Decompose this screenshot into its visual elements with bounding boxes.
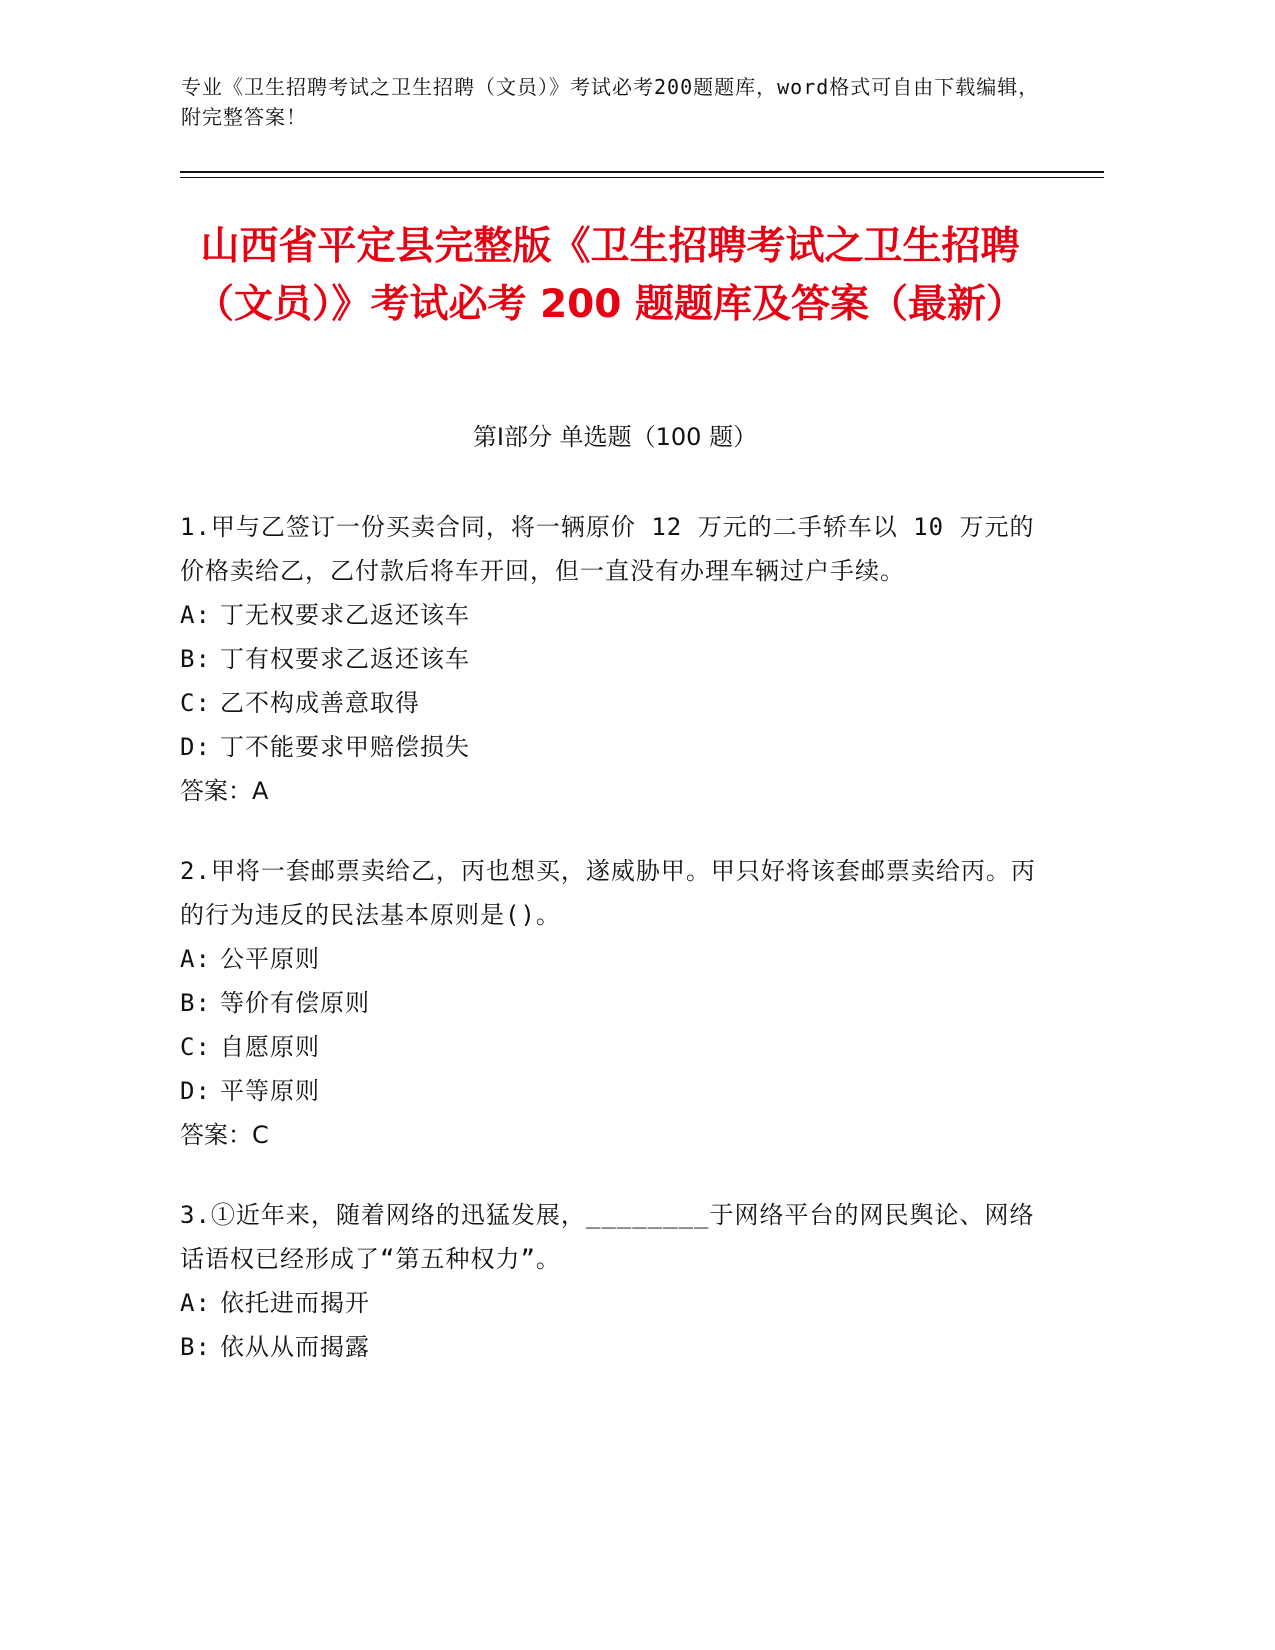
- option-text: 丁有权要求乙返还该车: [220, 645, 470, 673]
- question-text: 2.甲将一套邮票卖给乙，丙也想买，遂威胁甲。甲只好将该套邮票卖给丙。丙的行为违反的民法基本原则是()。: [180, 857, 1036, 929]
- option-letter: B:: [180, 989, 211, 1017]
- option-text: 依托进而揭开: [220, 1289, 370, 1317]
- option-letter: D:: [180, 1077, 211, 1105]
- option-row: [180, 637, 1040, 681]
- option-text: 乙不构成善意取得: [220, 689, 420, 717]
- option-row: [180, 1281, 1040, 1325]
- question-item: [180, 1193, 1040, 1369]
- option-letter: A:: [180, 601, 211, 629]
- option-text: 丁不能要求甲赔偿损失: [220, 733, 470, 761]
- option-letter: D:: [180, 733, 211, 761]
- option-text: 丁无权要求乙返还该车: [220, 601, 470, 629]
- header-divider-thick: [180, 171, 1104, 173]
- option-letter: C:: [180, 1033, 211, 1061]
- header-note: 专业《卫生招聘考试之卫生招聘（文员）》考试必考200题题库，word格式可自由下载编辑，附完整答案！: [181, 75, 1040, 129]
- option-letter: B:: [180, 645, 211, 673]
- section-title: 第Ⅰ部分 单选题（100 题）: [472, 423, 758, 451]
- option-letter: B:: [180, 1333, 211, 1361]
- option-row: [180, 1025, 1040, 1069]
- answer-line: 答案：A: [180, 777, 269, 805]
- option-row: [180, 725, 1040, 769]
- option-row: [180, 981, 1040, 1025]
- option-row: [180, 593, 1040, 637]
- option-text: 等价有偿原则: [220, 989, 370, 1017]
- option-letter: A:: [180, 1289, 211, 1317]
- option-row: [180, 1325, 1040, 1369]
- question-text: 1.甲与乙签订一份买卖合同，将一辆原价 12 万元的二手轿车以 10 万元的价格卖给乙，乙付款后将车开回，但一直没有办理车辆过户手续。: [180, 513, 1035, 585]
- option-row: [180, 937, 1040, 981]
- question-text: 3.①近年来，随着网络的迅猛发展，________于网络平台的网民舆论、网络话语权已经形成了“第五种权力”。: [180, 1201, 1035, 1273]
- option-text: 自愿原则: [220, 1033, 320, 1061]
- question-list: [180, 505, 1040, 1405]
- option-row: [180, 681, 1040, 725]
- question-item: [180, 849, 1040, 1157]
- document-title: 山西省平定县完整版《卫生招聘考试之卫生招聘（文员）》考试必考 200 题题库及答案（最新）: [194, 224, 1026, 327]
- option-text: 平等原则: [220, 1077, 320, 1105]
- question-item: [180, 505, 1040, 813]
- option-text: 依从从而揭露: [220, 1333, 370, 1361]
- option-letter: C:: [180, 689, 211, 717]
- option-row: [180, 1069, 1040, 1113]
- answer-line: 答案：C: [180, 1121, 269, 1149]
- option-text: 公平原则: [220, 945, 320, 973]
- header-divider-thin: [180, 177, 1104, 178]
- option-letter: A:: [180, 945, 211, 973]
